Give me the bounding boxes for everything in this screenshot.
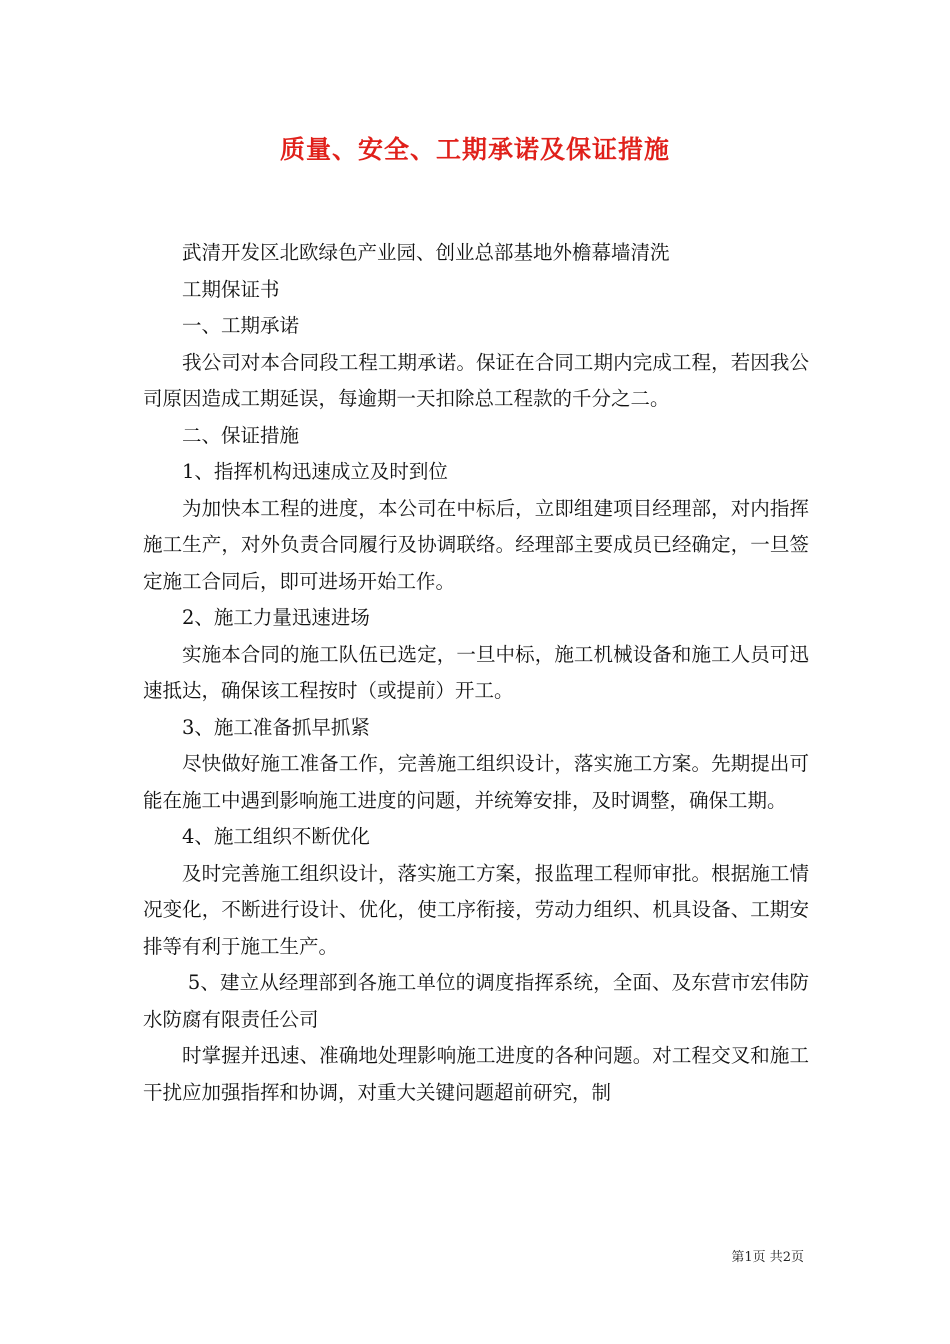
subheading-1: 1、指挥机构迅速成立及时到位 (182, 460, 448, 483)
subheading-4: 4、施工组织不断优化 (182, 825, 370, 848)
paragraph-2: 实施本合同的施工队伍已选定，一旦中标，施工机械设备和施工人员可迅速抵达，确保该工程按时（或提前）开工。 (143, 642, 809, 702)
section-heading-measures: 二、保证措施 (182, 423, 300, 447)
paragraph-4: 及时完善施工组织设计，落实施工方案，报监理工程师审批。根据施工情况变化，不断进行设计、优化，使工序衔接，劳动力组织、机具设备、工期安排等有利于施工生产。 (143, 861, 809, 958)
document-title: 质量、安全、工期承诺及保证措施 (279, 135, 670, 164)
page-number: 第1页 共2页 (731, 1250, 804, 1265)
paragraph-3: 尽快做好施工准备工作，完善施工组织设计，落实施工方案。先期提出可能在施工中遇到影响施工进度的问题，并统筹安排，及时调整，确保工期。 (143, 752, 809, 812)
paragraph-guarantee-title: 工期保证书 (182, 277, 280, 301)
document-body (143, 235, 809, 1111)
paragraph-project-name: 武清开发区北欧绿色产业园、创业总部基地外檐幕墙清洗 (182, 241, 670, 264)
paragraph-1: 为加快本工程的进度，本公司在中标后，立即组建项目经理部，对内指挥施工生产，对外负责合同履行及协调联络。经理部主要成员已经确定，一旦签定施工合同后，即可进场开始工作。 (143, 496, 809, 593)
section-heading-commitment: 一、工期承诺 (182, 314, 300, 337)
paragraph-5: 时掌握并迅速、准确地处理影响施工进度的各种问题。对工程交叉和施工干扰应加强指挥和协调，对重大关键问题超前研究，制 (143, 1044, 809, 1104)
subheading-2: 2、施工力量迅速进场 (182, 606, 370, 629)
subheading-5: 5、建立从经理部到各施工单位的调度指挥系统，全面、及东营市宏伟防水防腐有限责任公司 (143, 971, 809, 1031)
subheading-3: 3、施工准备抓早抓紧 (182, 715, 370, 739)
paragraph-commitment: 我公司对本合同段工程工期承诺。保证在合同工期内完成工程，若因我公司原因造成工期延误，每逾期一天扣除总工程款的千分之二。 (143, 350, 809, 410)
